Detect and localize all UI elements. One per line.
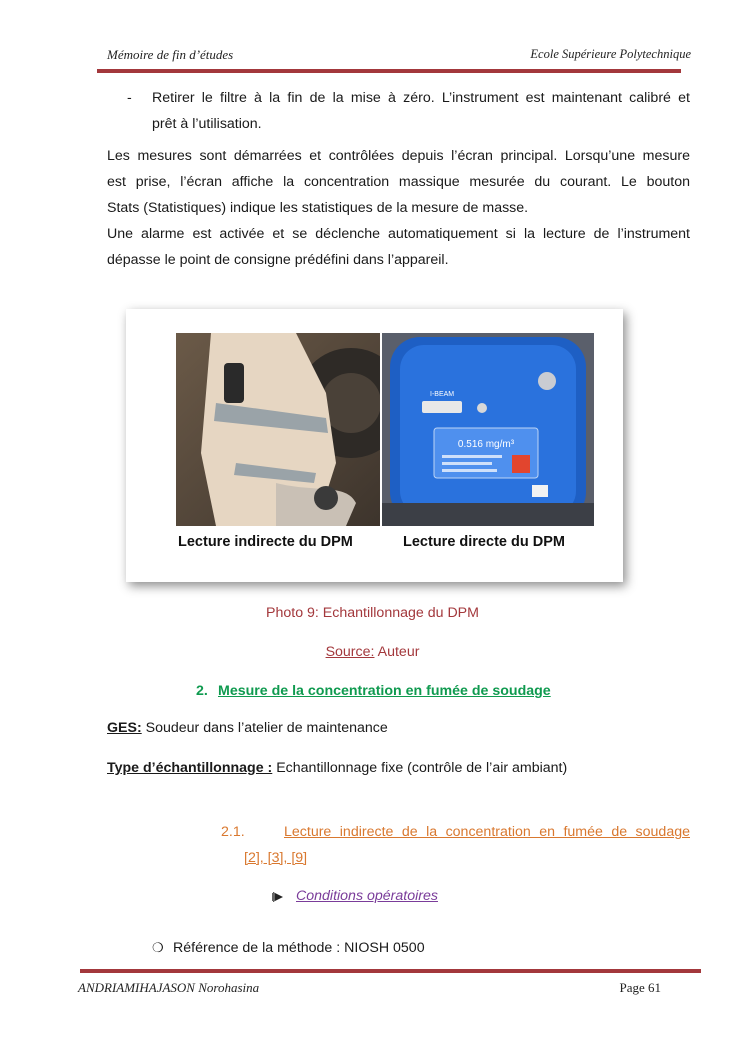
source-value: Auteur bbox=[374, 644, 420, 660]
header-right: Ecole Supérieure Polytechnique bbox=[530, 47, 691, 61]
header-rule bbox=[97, 69, 681, 73]
section-2-title: Mesure de la concentration en fumée de soudage bbox=[218, 683, 551, 699]
method-reference: Référence de la méthode : NIOSH 0500 bbox=[173, 940, 425, 956]
page-number: Page 61 bbox=[619, 980, 661, 995]
paragraph-2-line-1: Une alarme est activée et se déclenche automatiquement si la lecture de l’instrument bbox=[107, 226, 690, 242]
worker-photo bbox=[176, 333, 380, 526]
paragraph-1-line-3: Stats (Statistiques) indique les statistiques de la mesure de masse. bbox=[107, 200, 529, 216]
subsection-number: 2.1. bbox=[221, 824, 245, 840]
sampling-line bbox=[107, 755, 567, 781]
ges-line bbox=[107, 715, 388, 741]
left-photo-label: Lecture indirecte du DPM bbox=[178, 534, 353, 550]
subsection-title-line-2: [2], [3], [9] bbox=[244, 850, 308, 866]
arrow-bullet-icon bbox=[272, 891, 284, 903]
photo-caption: Photo 9: Echantillonnage du DPM bbox=[266, 605, 479, 621]
ges-value: Soudeur dans l’atelier de maintenance bbox=[141, 720, 388, 736]
bullet-marker: - bbox=[127, 90, 132, 106]
conditions-label: Conditions opératoires bbox=[296, 888, 438, 904]
subsection-title-line-1: Lecture indirecte de la concentration en fumée de soudage bbox=[284, 824, 690, 840]
paragraph-1-line-2: est prise, l’écran affiche la concentration massique mesurée du courant. Le bouton bbox=[107, 174, 690, 190]
device-reading: 0.516 mg/m³ bbox=[457, 439, 515, 450]
footer-rule bbox=[80, 969, 701, 973]
ges-label: GES: bbox=[107, 720, 142, 736]
paragraph-1-line-1: Les mesures sont démarrées et contrôlées depuis l’écran principal. Lorsqu’une mesure bbox=[107, 148, 690, 164]
header-left: Mémoire de fin d’études bbox=[107, 47, 234, 62]
device-tag: I-BEAM bbox=[430, 391, 455, 398]
photo-frame bbox=[126, 309, 623, 582]
photo-source bbox=[0, 644, 745, 660]
section-2-number: 2. bbox=[196, 683, 208, 699]
footer-author: ANDRIAMIHAJASON Norohasina bbox=[78, 980, 260, 995]
bullet-line-1: Retirer le filtre à la fin de la mise à zéro. L’instrument est maintenant calibré et bbox=[152, 90, 690, 106]
device-photo bbox=[382, 333, 594, 526]
sampling-value: Echantillonnage fixe (contrôle de l’air ambiant) bbox=[272, 760, 568, 776]
right-photo-label: Lecture directe du DPM bbox=[403, 534, 565, 550]
paragraph-2-line-2: dépasse le point de consigne prédéfini dans l’appareil. bbox=[107, 252, 449, 268]
bullet-line-2: prêt à l’utilisation. bbox=[152, 116, 262, 132]
source-label: Source: bbox=[325, 644, 375, 660]
sampling-label: Type d’échantillonnage : bbox=[107, 760, 273, 776]
circle-bullet-icon: ❍ bbox=[152, 940, 164, 955]
